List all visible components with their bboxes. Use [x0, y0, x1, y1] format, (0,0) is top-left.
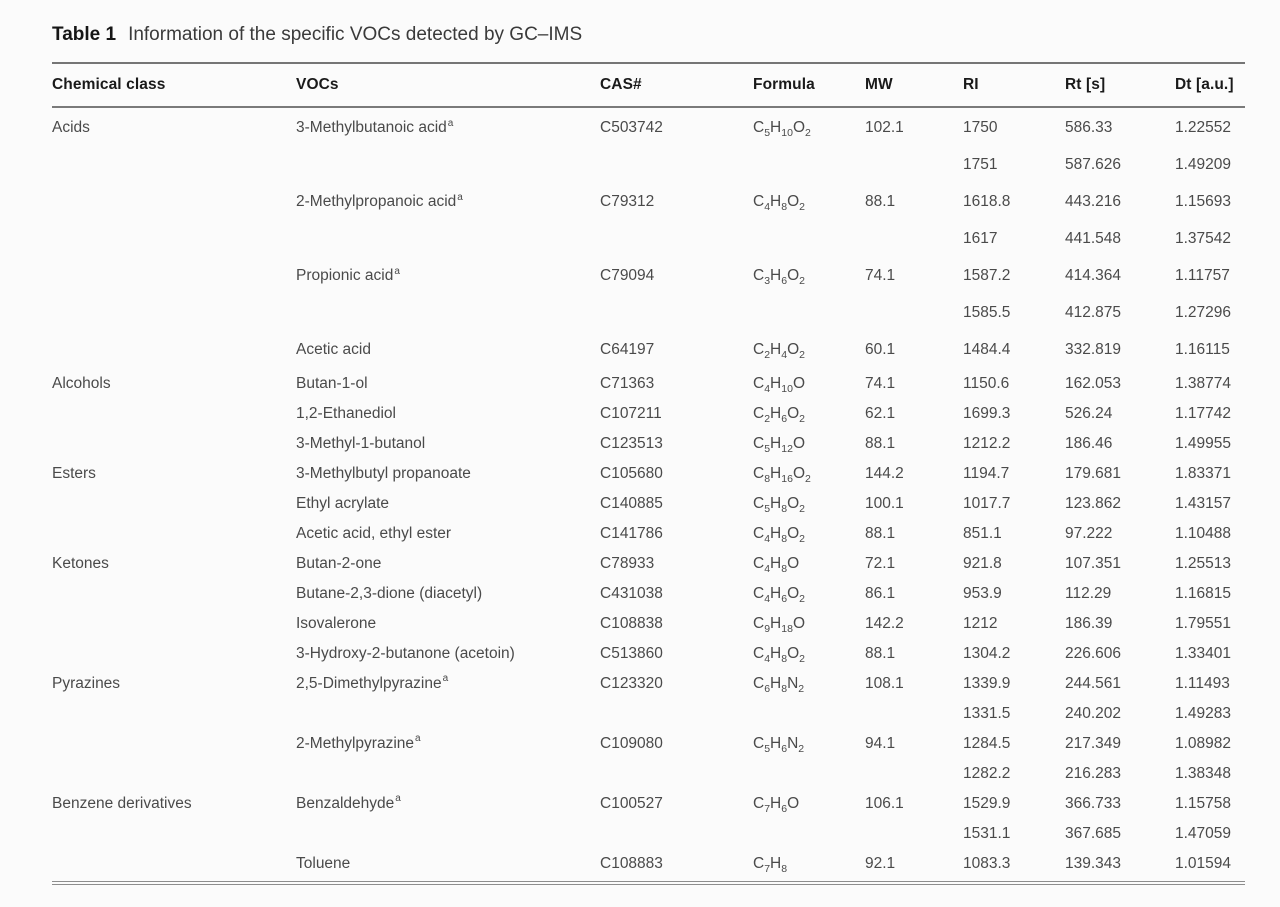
cell-formula: $C_9H_{18}O$ — [753, 614, 805, 635]
cell-formula: $C_5H_{12}O$ — [753, 434, 805, 455]
cell-ri: 1529.9 1531.1 — [963, 794, 1011, 842]
column-header-dt: Dt [a.u.] — [1175, 76, 1234, 93]
cell-mw: 106.1 — [865, 794, 904, 812]
table-body — [52, 108, 1245, 879]
cell-formula: $C_4H_8O_2$ — [753, 524, 805, 545]
cell-rt: 526.24 — [1065, 404, 1113, 422]
cell-voc-name: 3-Hydroxy-2-butanone (acetoin) — [296, 644, 515, 662]
column-header-mw: MW — [865, 76, 893, 93]
cell-rt: 226.606 — [1065, 644, 1122, 662]
cell-voc-name: Benzaldehyde$^a$ — [296, 793, 401, 812]
cell-ri: 1339.9 1331.5 — [963, 674, 1011, 722]
table-row — [52, 459, 1245, 489]
table-caption — [52, 22, 1245, 48]
column-header-ri: RI — [963, 76, 979, 93]
cell-ri: 1083.3 — [963, 854, 1011, 872]
cell-dt: 1.79551 — [1175, 614, 1232, 632]
table-caption-text: Information of the specific VOCs detected by GC–IMS — [128, 24, 583, 45]
cell-ri: 1484.4 — [963, 341, 1011, 358]
table-row — [52, 258, 1245, 332]
cell-formula: $C_3H_6O_2$ — [753, 267, 805, 288]
cell-cas: C109080 — [600, 734, 663, 752]
cell-mw: 88.1 — [865, 524, 896, 542]
cell-ri: 1150.6 — [963, 374, 1010, 392]
cell-rt: 97.222 — [1065, 524, 1113, 542]
cell-mw: 74.1 — [865, 267, 896, 284]
column-header-rt: Rt [s] — [1065, 76, 1106, 93]
table-row — [52, 579, 1245, 609]
cell-dt: 1.22552 1.49209 — [1175, 119, 1232, 173]
cell-dt: 1.15758 1.47059 — [1175, 794, 1232, 842]
cell-mw: 62.1 — [865, 404, 896, 422]
cell-dt: 1.83371 — [1175, 464, 1232, 482]
cell-mw: 60.1 — [865, 341, 896, 358]
table-row — [52, 849, 1245, 879]
cell-rt: 332.819 — [1065, 341, 1122, 358]
cell-dt: 1.11493 1.49283 — [1175, 674, 1232, 722]
cell-mw: 92.1 — [865, 854, 896, 872]
cell-voc-name: Propionic acid$^a$ — [296, 265, 400, 284]
cell-chemical-class — [52, 429, 296, 459]
table-row — [52, 639, 1245, 669]
cell-formula: $C_4H_8O_2$ — [753, 644, 805, 665]
table-row — [52, 369, 1245, 399]
cell-rt: 112.29 — [1065, 584, 1112, 602]
cell-formula: $C_2H_6O_2$ — [753, 404, 805, 425]
cell-dt: 1.16815 — [1175, 584, 1232, 602]
cell-chemical-class — [52, 609, 296, 639]
cell-chemical-class — [52, 399, 296, 429]
cell-voc-name: Acetic acid — [296, 341, 371, 358]
cell-formula: $C_5H_8O_2$ — [753, 494, 805, 515]
cell-rt: 107.351 — [1065, 554, 1122, 572]
footnote-marker: a — [447, 117, 454, 129]
cell-formula: $C_4H_8O_2$ — [753, 193, 805, 214]
table-caption-label: Table 1 — [52, 24, 117, 45]
cell-dt: 1.16115 — [1175, 341, 1230, 358]
cell-formula: $C_5H_6N_2$ — [753, 734, 805, 755]
cell-cas: C141786 — [600, 524, 663, 542]
cell-ri: 1212.2 — [963, 434, 1011, 452]
cell-cas: C78933 — [600, 554, 655, 572]
cell-voc-name: Butane-2,3-dione (diacetyl) — [296, 584, 483, 602]
cell-dt: 1.10488 — [1175, 524, 1232, 542]
cell-dt: 1.01594 — [1175, 854, 1232, 872]
column-header-formula: Formula — [753, 76, 815, 93]
cell-mw: 94.1 — [865, 734, 896, 752]
cell-chemical-class — [52, 639, 296, 669]
cell-dt: 1.11757 1.27296 — [1175, 267, 1232, 321]
cell-rt: 244.561 240.202 — [1065, 674, 1122, 722]
cell-formula: $C_6H_8N_2$ — [753, 674, 805, 695]
cell-ri: 1750 1751 — [963, 119, 998, 173]
cell-cas: C100527 — [600, 794, 663, 812]
cell-chemical-class: Pyrazines — [52, 674, 121, 692]
cell-ri: 1212 — [963, 614, 998, 632]
cell-voc-name: Toluene — [296, 854, 351, 872]
table-row — [52, 519, 1245, 549]
cell-voc-name: 3-Methylbutanoic acid$^a$ — [296, 117, 454, 136]
table-row — [52, 184, 1245, 258]
cell-formula: $C_7H_6O$ — [753, 794, 800, 815]
cell-formula: $C_7H_8$ — [753, 854, 788, 875]
cell-formula: $C_4H_{10}O$ — [753, 374, 805, 395]
cell-voc-name: 1,2-Ethanediol — [296, 404, 396, 422]
cell-ri: 1304.2 — [963, 644, 1011, 662]
cell-voc-name: Isovalerone — [296, 614, 377, 632]
table-row — [52, 399, 1245, 429]
cell-dt: 1.49955 — [1175, 434, 1232, 452]
cell-rt: 139.343 — [1065, 854, 1122, 872]
cell-cas: C123320 — [600, 674, 663, 692]
cell-chemical-class: Benzene derivatives — [52, 794, 192, 812]
cell-voc-name: 2,5-Dimethylpyrazine$^a$ — [296, 673, 449, 692]
column-header-cas: CAS# — [600, 76, 642, 93]
cell-cas: C513860 — [600, 644, 663, 662]
cell-ri: 953.9 — [963, 584, 1002, 602]
cell-voc-name: Ethyl acrylate — [296, 494, 390, 512]
cell-rt: 186.39 — [1065, 614, 1113, 632]
cell-cas: C108838 — [600, 614, 663, 632]
cell-chemical-class: Alcohols — [52, 374, 111, 392]
cell-ri: 1194.7 — [963, 464, 1010, 482]
cell-cas: C503742 — [600, 119, 663, 136]
cell-chemical-class — [52, 489, 296, 519]
cell-mw: 74.1 — [865, 374, 896, 392]
cell-chemical-class — [52, 849, 296, 879]
cell-dt: 1.38774 — [1175, 374, 1232, 392]
footnote-marker: a — [394, 265, 400, 277]
cell-cas: C79094 — [600, 267, 655, 284]
cell-ri: 1699.3 — [963, 404, 1011, 422]
cell-formula: $C_4H_8O$ — [753, 554, 800, 575]
cell-rt: 186.46 — [1065, 434, 1113, 452]
cell-cas: C431038 — [600, 584, 663, 602]
cell-formula: $C_5H_{10}O_2$ — [753, 119, 811, 140]
cell-mw: 72.1 — [865, 554, 896, 572]
cell-mw: 88.1 — [865, 434, 896, 452]
cell-mw: 86.1 — [865, 584, 896, 602]
footnote-marker: a — [457, 191, 463, 203]
cell-rt: 123.862 — [1065, 494, 1122, 512]
cell-dt: 1.15693 1.37542 — [1175, 193, 1232, 247]
cell-chemical-class: Esters — [52, 464, 96, 482]
cell-ri: 1587.2 1585.5 — [963, 267, 1011, 321]
table-row — [52, 489, 1245, 519]
cell-chemical-class: Ketones — [52, 554, 109, 572]
column-header-vocs: VOCs — [296, 76, 339, 93]
cell-mw: 102.1 — [865, 119, 904, 136]
table-row — [52, 549, 1245, 579]
table-header-row — [52, 64, 1245, 106]
table-row — [52, 110, 1245, 184]
table-row — [52, 669, 1245, 729]
cell-cas: C108883 — [600, 854, 663, 872]
cell-rt: 414.364 412.875 — [1065, 267, 1122, 321]
cell-rt: 366.733 367.685 — [1065, 794, 1122, 842]
cell-mw: 88.1 — [865, 644, 896, 662]
cell-rt: 162.053 — [1065, 374, 1122, 392]
cell-chemical-class — [52, 184, 296, 221]
cell-rt: 443.216 441.548 — [1065, 193, 1122, 247]
cell-chemical-class — [52, 258, 296, 295]
cell-chemical-class — [52, 729, 296, 759]
cell-voc-name: Butan-2-one — [296, 554, 382, 572]
cell-ri: 1618.8 1617 — [963, 193, 1011, 247]
cell-voc-name: 3-Methylbutyl propanoate — [296, 464, 471, 482]
footnote-marker: a — [395, 793, 401, 805]
cell-rt: 217.349 216.283 — [1065, 734, 1122, 782]
cell-cas: C140885 — [600, 494, 663, 512]
cell-ri: 851.1 — [963, 524, 1002, 542]
cell-mw: 100.1 — [865, 494, 904, 512]
cell-voc-name: 2-Methylpropanoic acid$^a$ — [296, 191, 463, 210]
table-row — [52, 609, 1245, 639]
cell-dt: 1.43157 — [1175, 494, 1232, 512]
cell-cas: C105680 — [600, 464, 663, 482]
cell-chemical-class — [52, 519, 296, 549]
cell-dt: 1.33401 — [1175, 644, 1232, 662]
cell-dt: 1.25513 — [1175, 554, 1232, 572]
cell-cas: C107211 — [600, 404, 662, 422]
cell-rt: 586.33 587.626 — [1065, 119, 1122, 173]
table-row — [52, 332, 1245, 369]
cell-chemical-class: Acids — [52, 119, 90, 136]
table-row — [52, 429, 1245, 459]
table-row — [52, 789, 1245, 849]
table-row — [52, 729, 1245, 789]
cell-dt: 1.08982 1.38348 — [1175, 734, 1232, 782]
cell-formula: $C_4H_6O_2$ — [753, 584, 805, 605]
cell-voc-name: Acetic acid, ethyl ester — [296, 524, 452, 542]
footnote-marker: a — [442, 673, 449, 685]
cell-voc-name: 2-Methylpyrazine$^a$ — [296, 733, 421, 752]
cell-mw: 142.2 — [865, 614, 904, 632]
cell-formula: $C_8H_{16}O_2$ — [753, 464, 811, 485]
cell-rt: 179.681 — [1065, 464, 1122, 482]
cell-cas: C123513 — [600, 434, 663, 452]
cell-voc-name: 3-Methyl-1-butanol — [296, 434, 426, 452]
cell-mw: 88.1 — [865, 193, 896, 210]
cell-ri: 921.8 — [963, 554, 1002, 572]
cell-cas: C71363 — [600, 374, 655, 392]
cell-mw: 108.1 — [865, 674, 904, 692]
cell-formula: $C_2H_4O_2$ — [753, 341, 805, 362]
table-bottom-rule — [52, 881, 1245, 885]
cell-voc-name: Butan-1-ol — [296, 374, 368, 392]
footnote-marker: a — [415, 733, 421, 745]
cell-dt: 1.17742 — [1175, 404, 1232, 422]
cell-cas: C79312 — [600, 193, 655, 210]
cell-chemical-class — [52, 332, 296, 369]
cell-cas: C64197 — [600, 341, 655, 358]
column-header-chemical-class: Chemical class — [52, 76, 166, 93]
cell-mw: 144.2 — [865, 464, 904, 482]
cell-chemical-class — [52, 579, 296, 609]
cell-ri: 1017.7 — [963, 494, 1011, 512]
cell-ri: 1284.5 1282.2 — [963, 734, 1011, 782]
